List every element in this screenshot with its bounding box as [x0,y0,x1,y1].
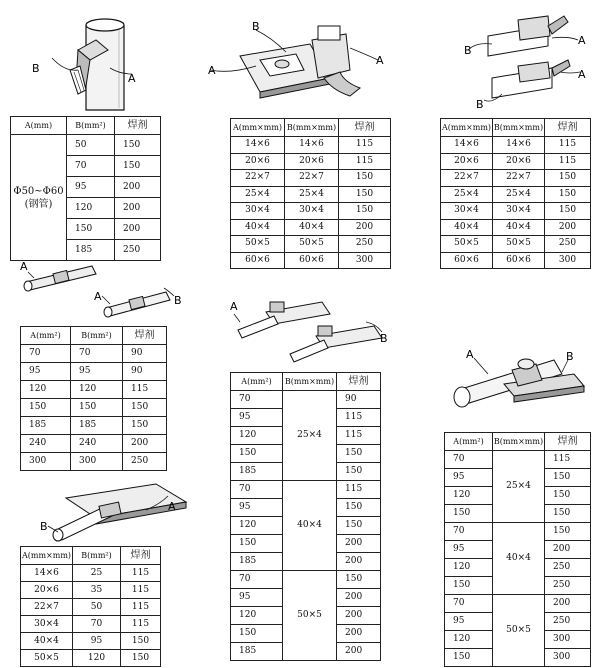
header-b: B(mm²) [71,327,123,345]
cell: 22×7 [21,599,73,616]
cell: 90 [123,345,167,363]
cell: 150 [339,186,391,203]
cell: 30×4 [21,616,73,633]
group-cell: 50×5 [493,595,545,667]
cell: 300 [339,252,391,269]
cell: 250 [545,577,591,595]
cell: 25 [73,565,121,582]
label-a: A [376,54,384,67]
cell: 70 [445,595,493,613]
cell: 40×4 [285,219,339,236]
cell: 25×4 [441,186,493,203]
cell: 250 [115,240,161,261]
cell: 115 [339,137,391,154]
cell: 240 [71,435,123,453]
cell: 150 [121,650,161,667]
cell: 250 [123,453,167,471]
cell: 95 [231,589,283,607]
cell: 200 [337,607,381,625]
cell: 90 [337,391,381,409]
cell: 200 [337,589,381,607]
cell: 150 [445,577,493,595]
table-pipe-connection [10,116,161,261]
cell: 150 [337,499,381,517]
header-flux: 焊剂 [121,547,161,565]
cell: 150 [123,399,167,417]
cell: 70 [71,345,123,363]
figure-cable-over-flat-bar [444,340,594,424]
cell: 150 [545,505,591,523]
cell: 150 [115,135,161,156]
cell: 25×4 [231,186,285,203]
cell: 200 [337,625,381,643]
cell: 22×7 [493,170,545,187]
cell: 150 [337,463,381,481]
cell: 120 [21,381,71,399]
cell: 200 [337,643,381,661]
cell: 120 [71,381,123,399]
cell: 300 [21,453,71,471]
cell: 250 [545,613,591,631]
header-b: B(mm×mm) [283,373,337,391]
group-cell: 50×5 [283,571,337,661]
cell: 200 [337,535,381,553]
header-a: A(mm²) [231,373,283,391]
header-b: B(mm²) [67,117,115,135]
cell: 14×6 [441,137,493,154]
cell: 40×4 [231,219,285,236]
cell: 20×6 [231,153,285,170]
cell: 90 [123,363,167,381]
cell: 250 [545,236,591,253]
cell: 25×4 [493,186,545,203]
cell: 185 [231,463,283,481]
cell: 150 [545,170,591,187]
cell: 60×6 [285,252,339,269]
cell: 20×6 [21,582,73,599]
figure-flat-bar-inline [452,8,600,112]
figure-flat-bar-tee [200,18,400,110]
cell: 115 [337,427,381,445]
cell: 14×6 [493,137,545,154]
cell: 95 [67,177,115,198]
header-a: A(mm×mm) [441,119,493,137]
cell: 300 [545,252,591,269]
cell: 150 [545,523,591,541]
cell: 150 [445,505,493,523]
cell: 250 [545,559,591,577]
cell: 150 [545,203,591,220]
figure-cable-flat-bar-lap [36,476,196,544]
cell: 150 [71,399,123,417]
cell: 200 [339,219,391,236]
cell: 200 [115,198,161,219]
cell: 120 [231,517,283,535]
cell: 60×6 [493,252,545,269]
cell: 20×6 [441,153,493,170]
cell: 150 [67,219,115,240]
cell: 200 [115,177,161,198]
cell: 40×4 [493,219,545,236]
cell: 95 [231,409,283,427]
cell: 150 [545,487,591,505]
cell: 70 [445,451,493,469]
group-cell: 40×4 [283,481,337,571]
cell: 120 [445,487,493,505]
label-a: A [578,68,586,81]
label-b: B [40,520,48,533]
table-flat-bar-tee [230,118,391,269]
cell: 70 [21,345,71,363]
label-a: A [168,500,176,513]
cell: 14×6 [21,565,73,582]
header-flux: 焊剂 [337,373,381,391]
cell: 115 [545,451,591,469]
cell: 200 [115,219,161,240]
cell: 115 [339,153,391,170]
figure-cable-flat-bar-double [226,292,396,368]
figure-cable-to-cable [14,258,194,320]
cell: 95 [231,499,283,517]
label-b: B [380,332,388,345]
cell: 150 [231,535,283,553]
cell: 50×5 [21,650,73,667]
cell: 120 [445,559,493,577]
cell: 185 [71,417,123,435]
cell: 95 [445,469,493,487]
cell: 150 [337,517,381,535]
cell: 115 [121,599,161,616]
label-a: A [578,34,586,47]
label-a: A [94,290,102,303]
header-flux: 焊剂 [115,117,161,135]
cell: 115 [121,616,161,633]
cell: 150 [115,156,161,177]
header-b: B(mm²) [73,547,121,565]
cell: 30×4 [231,203,285,220]
cell: 150 [545,186,591,203]
cell: 30×4 [285,203,339,220]
label-a: A [208,64,216,77]
cell: 185 [231,643,283,661]
group-cell: Φ50~Φ60 (钢管) [11,135,67,261]
cell: 70 [231,481,283,499]
cell: 40×4 [441,219,493,236]
label-b: B [566,350,574,363]
cell: 200 [123,435,167,453]
cell: 150 [545,469,591,487]
cell: 60×6 [441,252,493,269]
label-a: A [20,260,28,273]
cell: 120 [67,198,115,219]
header-flux: 焊剂 [545,433,591,451]
group-cell: 25×4 [283,391,337,481]
label-a: A [230,300,238,313]
label-b: B [174,294,182,307]
label-b: B [464,44,472,57]
cell: 120 [73,650,121,667]
cell: 185 [231,553,283,571]
cell: 150 [121,633,161,650]
header-b: B(mm×mm) [285,119,339,137]
table-cable-flat-bar-lap [20,546,161,667]
cell: 150 [231,625,283,643]
cell: 22×7 [441,170,493,187]
cell: 70 [445,523,493,541]
cell: 70 [231,571,283,589]
cell: 115 [121,582,161,599]
header-flux: 焊剂 [123,327,167,345]
cell: 70 [73,616,121,633]
cell: 150 [339,170,391,187]
table-cable-flat-bar-double [230,372,381,661]
cell: 20×6 [493,153,545,170]
cell: 115 [337,409,381,427]
label-a: A [466,348,474,361]
cell: 150 [337,571,381,589]
cell: 150 [339,203,391,220]
cell: 95 [73,633,121,650]
cell: 120 [445,631,493,649]
cell: 95 [21,363,71,381]
cell: 50 [67,135,115,156]
cell: 150 [445,649,493,667]
label-b: B [476,98,484,111]
cell: 200 [545,219,591,236]
cell: 200 [545,541,591,559]
cell: 50×5 [441,236,493,253]
cell: 25×4 [285,186,339,203]
table-cable-over-flat-bar [444,432,591,667]
cell: 60×6 [231,252,285,269]
header-b: B(mm×mm) [493,433,545,451]
cell: 200 [545,595,591,613]
header-flux: 焊剂 [339,119,391,137]
cell: 150 [231,445,283,463]
cell: 95 [71,363,123,381]
header-a: A(mm²) [21,327,71,345]
label-b: B [252,20,260,33]
table-flat-bar-inline [440,118,591,269]
cell: 115 [337,481,381,499]
cell: 150 [123,417,167,435]
cell: 40×4 [21,633,73,650]
cell: 50 [73,599,121,616]
cell: 120 [231,607,283,625]
cell: 150 [337,445,381,463]
table-cable-to-cable [20,326,167,471]
header-a: A(mm×mm) [231,119,285,137]
cell: 115 [545,137,591,154]
cell: 20×6 [285,153,339,170]
cell: 14×6 [231,137,285,154]
cell: 22×7 [285,170,339,187]
header-b: B(mm×mm) [493,119,545,137]
cell: 300 [71,453,123,471]
cell: 50×5 [493,236,545,253]
header-a: A(mm) [11,117,67,135]
cell: 95 [445,541,493,559]
cell: 22×7 [231,170,285,187]
cell: 240 [21,435,71,453]
cell: 115 [123,381,167,399]
cell: 30×4 [441,203,493,220]
cell: 185 [67,240,115,261]
cell: 250 [339,236,391,253]
cell: 200 [337,553,381,571]
figure-pipe-connection [20,10,180,115]
label-b: B [32,62,40,75]
cell: 185 [21,417,71,435]
cell: 70 [231,391,283,409]
cell: 115 [545,153,591,170]
cell: 35 [73,582,121,599]
cell: 50×5 [231,236,285,253]
cell: 300 [545,649,591,667]
group-cell: 40×4 [493,523,545,595]
cell: 14×6 [285,137,339,154]
cell: 95 [445,613,493,631]
cell: 30×4 [493,203,545,220]
cell: 300 [545,631,591,649]
cell: 115 [121,565,161,582]
group-cell: 25×4 [493,451,545,523]
cell: 120 [231,427,283,445]
header-a: A(mm×mm) [21,547,73,565]
header-a: A(mm²) [445,433,493,451]
header-flux: 焊剂 [545,119,591,137]
label-a: A [128,72,136,85]
cell: 150 [21,399,71,417]
cell: 50×5 [285,236,339,253]
cell: 70 [67,156,115,177]
